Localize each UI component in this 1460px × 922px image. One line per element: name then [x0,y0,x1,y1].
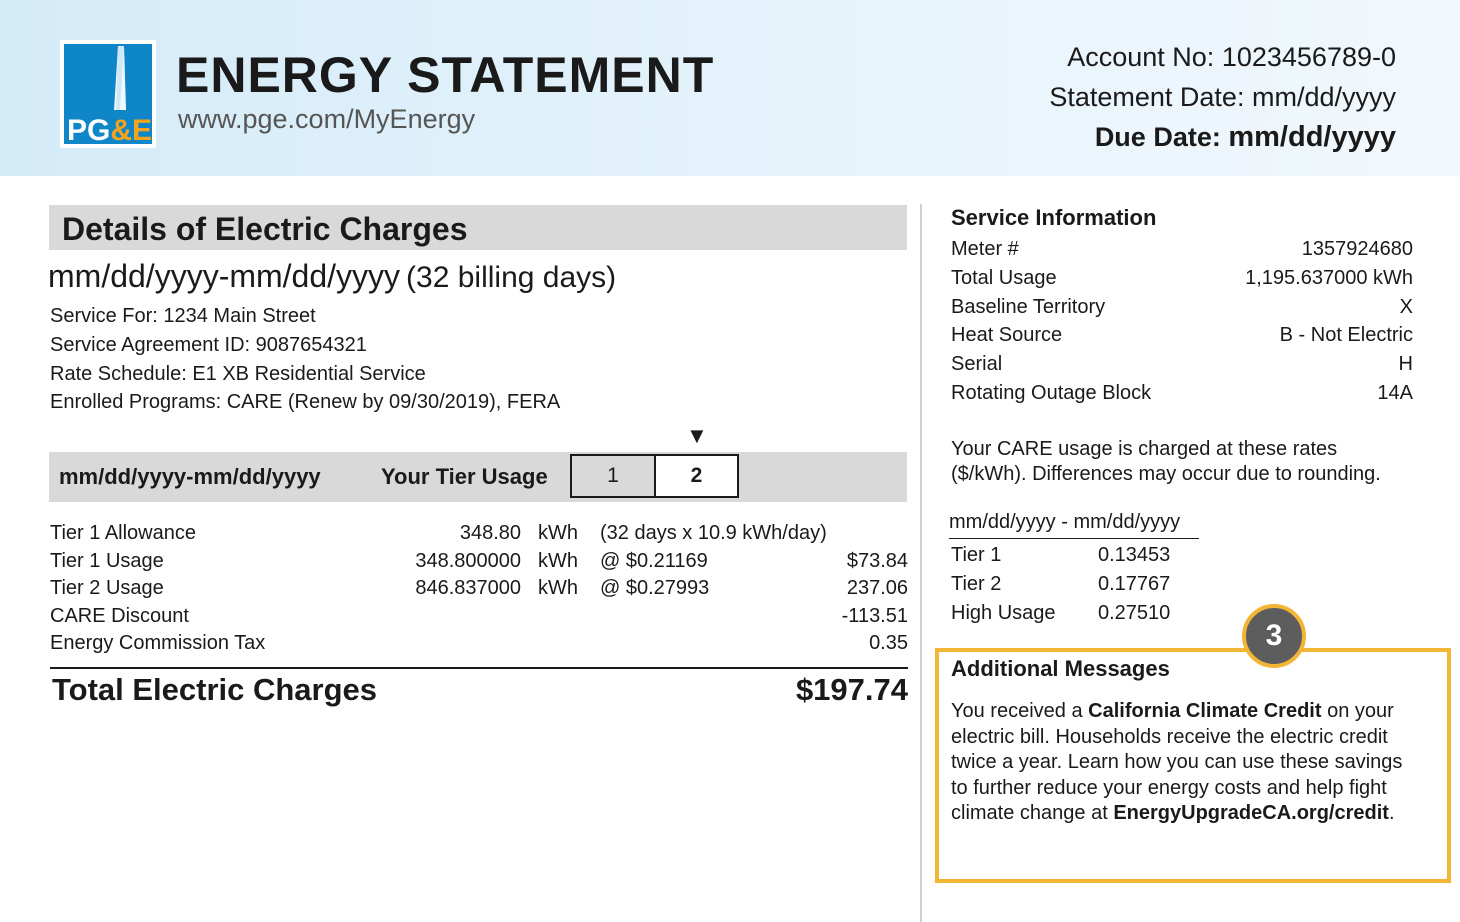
service-info-value: X [1399,295,1413,318]
statement-date-row [1049,80,1396,120]
care-rate-tier: Tier 1 [951,544,1002,566]
charge-amount: 0.35 [869,632,908,654]
service-info-row [951,324,1413,353]
account-details [50,302,560,417]
service-info-value: H [1398,353,1413,376]
account-summary [1049,40,1396,160]
charges-table [50,522,908,660]
account-number-row [1049,40,1396,80]
charge-row [50,550,908,578]
charge-row [50,522,908,550]
charge-label: Tier 1 Allowance [50,522,196,544]
statement-header [0,0,1460,176]
additional-messages-title: Additional Messages [951,656,1170,681]
billing-days: (32 billing days) [406,261,617,294]
charge-rate: (32 days x 10.9 kWh/day) [600,522,827,544]
service-info-value: 1,195.637000 kWh [1245,266,1413,289]
message-end: . [1388,802,1395,824]
charge-label: CARE Discount [50,604,189,627]
billing-period-dates: mm/dd/yyyy-mm/dd/yyyy [48,258,401,294]
pge-logo [60,40,156,148]
logo-text: PG&E [67,114,153,147]
charge-quantity: 348.800000 [415,549,521,572]
website-link[interactable]: www.pge.com/MyEnergy [178,104,476,134]
service-info-label: Serial [951,353,1003,376]
service-info-title: Service Information [951,205,1157,230]
charge-row [50,605,908,633]
tier-usage-label: Your Tier Usage [381,464,548,489]
care-rate-value: 0.17767 [1098,572,1171,595]
charge-rate: @ $0.27993 [600,577,710,599]
care-rate-row [951,573,1201,602]
message-main: on your electric bill. Households receive the electric credit twice a year. Learn how you can use these savings to further reduce your energy costs and help fight climate change at [951,700,1403,824]
charge-unit: kWh [538,577,578,599]
account-number-value: 1023456789-0 [1221,42,1396,72]
service-info-value: 14A [1377,381,1413,404]
charge-quantity: 348.80 [459,522,521,544]
charge-label: Energy Commission Tax [50,632,266,654]
current-tier-indicator-icon: ▼ [686,423,708,448]
tier-2-box-current: 2 [654,454,739,498]
statement-title: ENERGY STATEMENT [176,47,715,103]
charge-unit: kWh [538,549,578,572]
service-info-value: 1357924680 [1301,238,1413,260]
column-divider [920,204,922,922]
rate-schedule: Rate Schedule: E1 XB Residential Service [50,362,426,385]
tier-usage-period: mm/dd/yyyy-mm/dd/yyyy [59,464,321,489]
care-rates-table [951,544,1201,630]
care-rate-row [951,602,1201,631]
service-info-label: Meter # [951,238,1019,260]
account-number-label: Account No: [1067,42,1215,72]
enrolled-programs: Enrolled Programs: CARE (Renew by 09/30/2019), FERA [50,391,561,414]
care-rate-tier: Tier 2 [951,572,1002,595]
care-rate-tier: High Usage [951,601,1056,624]
care-rates-note: Your CARE usage is charged at these rates ($/kWh). Differences may occur due to rounding. [951,438,1381,485]
service-info-row [951,238,1413,267]
service-info-label: Baseline Territory [951,295,1106,318]
service-info-value: B - Not Electric [1279,324,1413,347]
service-info-label: Heat Source [951,324,1063,347]
charge-row [50,632,908,660]
statement-date-label: Statement Date: [1049,82,1245,112]
total-amount: $197.74 [795,672,908,707]
statement-date-value: mm/dd/yyyy [1251,82,1396,112]
care-rates-underline [949,538,1199,539]
charge-row [50,577,908,605]
charge-unit: kWh [538,522,578,544]
details-section-title: Details of Electric Charges [62,211,468,247]
due-date-label: Due Date: [1094,122,1221,152]
service-info-label: Total Usage [951,266,1057,289]
service-agreement-id: Service Agreement ID: 9087654321 [50,333,367,356]
service-info-row [951,267,1413,296]
service-info-row [951,353,1413,382]
billing-period [48,258,616,295]
service-info-row [951,382,1413,411]
care-rate-value: 0.27510 [1098,601,1171,624]
charge-label: Tier 1 Usage [50,549,164,572]
tier-1-box: 1 [570,454,656,498]
charge-amount: 237.06 [846,577,908,599]
charge-amount: -113.51 [841,604,908,627]
total-divider [50,667,908,669]
charge-amount: $73.84 [846,549,908,572]
callout-badge: 3 [1242,604,1306,668]
service-address: Service For: 1234 Main Street [50,305,316,327]
charge-label: Tier 2 Usage [50,577,164,599]
care-rate-row [951,544,1201,573]
charge-rate: @ $0.21169 [600,549,708,572]
message-highlight: California Climate Credit [1088,700,1322,722]
message-intro: You received a [951,700,1089,722]
message-link[interactable]: EnergyUpgradeCA.org/credit [1113,802,1389,824]
tier-usage-bar [49,452,907,502]
service-info-table [951,238,1413,411]
care-rate-value: 0.13453 [1098,544,1171,566]
details-section-header [49,205,907,250]
service-info-row [951,296,1413,325]
total-label: Total Electric Charges [52,672,378,707]
service-info-label: Rotating Outage Block [951,381,1152,404]
care-rates-period: mm/dd/yyyy - mm/dd/yyyy [949,511,1181,533]
additional-messages-body [951,699,1421,827]
charge-quantity: 846.837000 [415,577,521,599]
due-date-value: mm/dd/yyyy [1228,121,1396,153]
due-date-row [1049,120,1396,160]
